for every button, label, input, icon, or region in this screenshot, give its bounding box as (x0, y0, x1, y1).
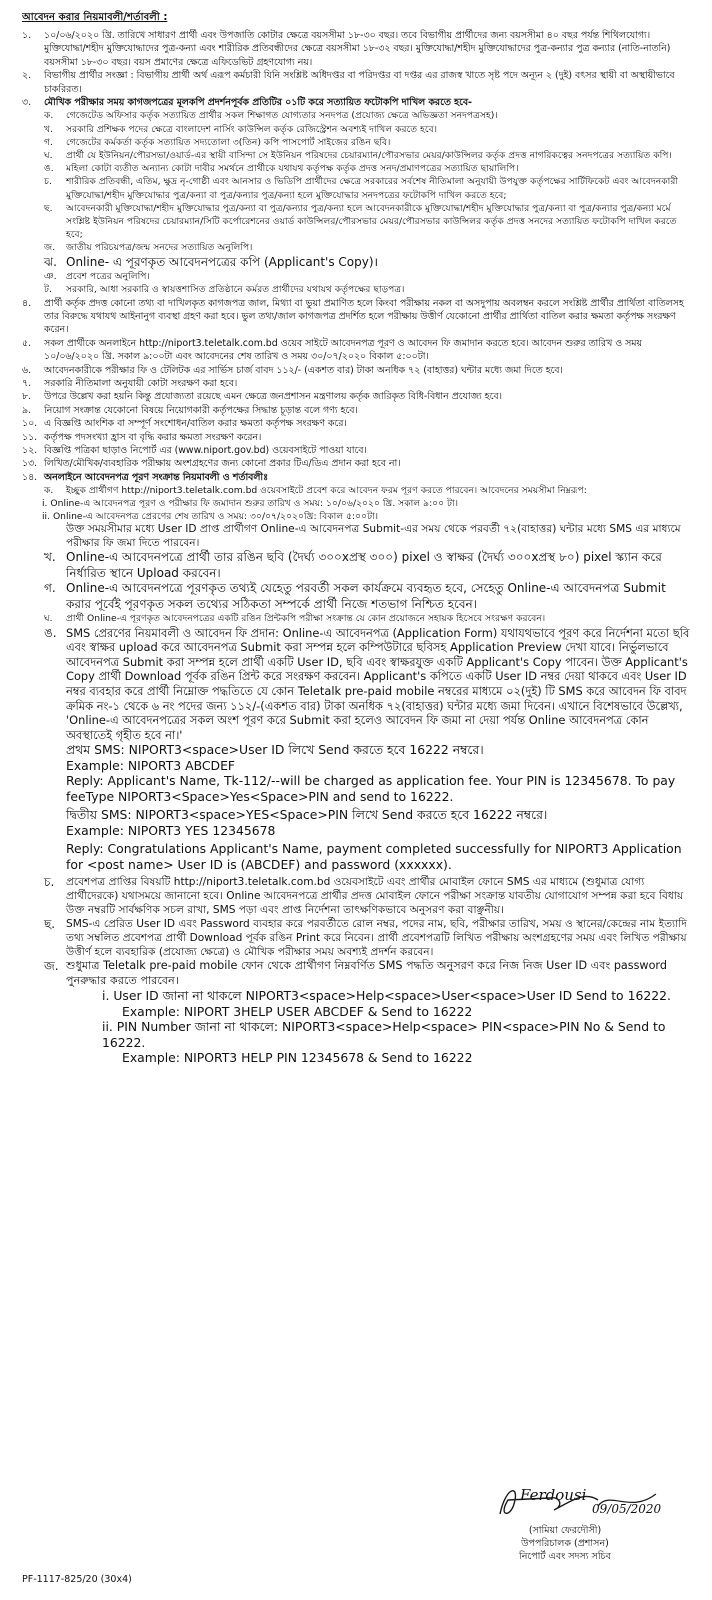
online-rule-gha: ঘ. প্রার্থী Online-এ পূরণকৃত আবেদনপত্রের একটি রঙিন প্রিন্টকপি পরীক্ষা সংক্রান্ত যে কোন প্রয়োজনে সহায়ক হিসেবে সংরক্ষণ করবেন। (44, 613, 546, 625)
rules-list-middle (22, 297, 694, 485)
rule-item (22, 96, 694, 109)
sms-second-instruction: দ্বিতীয় SMS: NIPORT3<space>YES<Space>PIN লিখে Send করতে হবে 16222 নম্বরে। (66, 807, 548, 823)
recover-pin: ii. PIN Number জানা না থাকলে: NIPORT3<space>Help<space> PIN<space>PIN No & Send to 16222. (102, 1019, 666, 1050)
rule-text: শারীরিক প্রতিবন্ধী, এতিম, ক্ষুদ্র নৃ-গোষ্ঠী এবং আনসার ও ভিডিপি প্রার্থীদের ক্ষেত্রে সরকারের সর্বশেষ নীতিমালা অনুযায়ী উপযুক্ত কর্তৃপক্ষের সার্টিফিকেট এবং আবেদনকারী মুক্তিযোদ্ধা/শহীদ মুক্তিযোদ্ধার পুত্র/কন্যা বা পুত্র/কন্যার পুত্র/কন্যা হলে মুক্তিযোদ্ধার সনদপত্রের ফটোকপি দাখিল করতে হবে; (66, 176, 679, 201)
rule-number: ক. (44, 110, 54, 122)
rule-text: বিজ্ঞপ্তি পত্রিকা ছাড়াও নিপোর্ট এর (www.niport.gov.bd) ওয়েবসাইটে পাওয়া যাবে। (44, 445, 367, 457)
rule-number: ৪. (22, 297, 32, 309)
rule-item (44, 270, 694, 283)
rule-item (44, 136, 694, 149)
rule-item (44, 175, 694, 201)
rule-text: গেজেটের কর্মকর্তা কর্তৃক সত্যায়িত সদ্যতোলা ৩(তিন) কপি পাসপোর্ট সাইজের রঙিন ছবি। (66, 136, 391, 148)
signatory-name: (সামিয়া ফেরদৌসী) (528, 1525, 602, 1536)
rule-item (44, 149, 694, 162)
rule-number: জ. (44, 242, 56, 254)
rule-text: অনলাইনে আবেদনপত্র পূরণ সংক্রান্ত নিয়মাবলী ও শর্তাবলীঃ (44, 471, 269, 483)
rule-number: ৮. (22, 391, 32, 403)
rule-number: ১২. (22, 445, 38, 457)
rule-text: প্রার্থী যে ইউনিয়ন/পৌরসভা/ওয়ার্ড-এর স্থায়ী বাসিন্দা সে ইউনিয়ন পরিষদের চেয়ারম্যান/পৌরসভার মেয়র/কাউন্সিলর কর্তৃক প্রদত্ত নাগরিকত্বের সনদপত্রের সত্যায়িত কপি। (66, 150, 672, 162)
rule-item (22, 431, 694, 444)
online-rule-chha: ছ. SMS-এ প্রেরিত User ID এবং Password ব্যবহার করে পরবর্তীতে রোল নম্বর, পদের নাম, ছবি, পরীক্ষার তারিখ, সময় ও স্থানের/কেন্দ্রের নাম ইত্যাদি তথ্য সম্বলিত প্রবেশপত্র প্রার্থী Download পূর্বক রঙিন Print করে নিবেন। প্রার্থী প্রবেশপত্রটি লিখিত পরীক্ষায় অংশগ্রহণের সময় এবং লিখিত পরীক্ষায় উত্তীর্ণ হলে ব্যবহারিক (প্রযোজ্য ক্ষেত্রে) ও মৌখিক পরীক্ষার সময় অবশ্যই প্রদর্শন করবেন। (44, 917, 687, 959)
online-rule-ga: গ. Online-এ আবেদনপত্রে পূরণকৃত তথ্যই যেহেতু পরবর্তী সকল কার্যক্রমে ব্যবহৃত হবে, সেহেতু Online-এ আবেদনপত্র Submit করার পূর্বেই পূরণকৃত সকল তথ্যের সঠিকতা সম্পর্কে প্রার্থী নিজে শতভাগ নিশ্চিত হবেন। (44, 581, 666, 611)
rule-item (44, 255, 694, 271)
rules-list-top (22, 29, 694, 109)
rule-text: লিখিত/মৌখিক/ব্যবহারিক পরীক্ষায় অংশগ্রহণের জন্য কোনো প্রকার টিএ/ডিএ প্রদান করা হবে না। (44, 458, 401, 470)
rule-text: প্রার্থী কর্তৃক প্রদত্ত কোনো তথ্য বা দাখিলকৃত কাগজপত্র জাল, মিথ্যা বা ভুয়া প্রমাণিত হলে কিংবা পরীক্ষায় নকল বা অসদুপায় অবলম্বন করলে সংশ্লিষ্ট প্রার্থীর প্রার্থিতা বাতিলসহ তার বিরুদ্ধে যথাযথ আইনানুগ ব্যবস্থা গ্রহণ করা হবে। ভুল তথ্য/জাল কাগজপত্র প্রদর্শিত হলে পরীক্ষায় উত্তীর্ণ যেকোনো প্রার্থীর প্রার্থিতা বাতিল করার ক্ষমতা কর্তৃপক্ষ সংরক্ষণ করেন। (44, 297, 684, 336)
online-rule-ka-i: i. Online-এ আবেদনপত্র পূরণ ও পরীক্ষার ফি জমাদান শুরুর তারিখ ও সময়: ১০/০৬/২০২০ খ্রি. সকাল ৯:০০ টা। (42, 498, 458, 510)
rule-number: ৩. (22, 97, 32, 109)
rule-number: ১১. (22, 431, 38, 443)
rule-item (44, 162, 694, 175)
rule-text: এ বিজ্ঞপ্তি আংশিক বা সম্পূর্ণ সংশোধন/বাতিল করার ক্ষমতা কর্তৃপক্ষ সংরক্ষণ করে। (44, 418, 347, 430)
sms-second-reply: Reply: Congratulations Applicant's Name, payment completed successfully for NIPORT3 Application for <post name> User ID is (ABCDEF) and password (xxxxxx). (66, 841, 682, 872)
rule-item (22, 377, 694, 390)
rule-item (22, 457, 694, 470)
signature-block (480, 1480, 680, 1590)
rule-text: গেজেটেড অফিসার কর্তৃক সত্যায়িত প্রার্থীর সকল শিক্ষাগত যোগ্যতার সনদপত্র (প্রযোজ্য ক্ষেত্রে অভিজ্ঞতা সনদপত্রসহ)। (66, 110, 498, 122)
rule-text: সরকারি নীতিমালা অনুযায়ী কোটা সংরক্ষণ করা হবে। (44, 378, 238, 390)
rule-text: বিভাগীয় প্রার্থীর সংজ্ঞা : বিভাগীয় প্রার্থী অর্থ এরূপ কর্মচারী যিনি সংশ্লিষ্ট অধিদপ্তর বা পরিদপ্তর বা দপ্তর এর রাজস্ব খাতে সৃষ্ট পদে অন্যূন ২ (দুই) বৎসর স্থায়ী বা অস্থায়ীভাবে চাকরিরত। (44, 70, 675, 95)
online-rule-ka-ii: ii. Online-এ আবেদনপত্র প্রেরণের শেষ তারিখ ও সময়: ৩০/০৭/২০২০খ্রি: বিকাল ৫:০০টা। (42, 511, 379, 523)
rule-text: জাতীয় পরিচয়পত্র/জন্ম সনদের সত্যায়িত অনুলিপি। (66, 242, 253, 254)
rule-number: ৫. (22, 337, 32, 349)
rule-number: ৯. (22, 404, 32, 416)
rule-item (22, 471, 694, 484)
signatory-designation: উপপরিচালক (প্রশাসন) (521, 1538, 609, 1549)
rule-item (44, 123, 694, 136)
rule-item (44, 283, 694, 296)
signatory-office: নিপোর্ট এবং সদস্য সচিব (519, 1551, 611, 1562)
online-rule-ja: জ. শুধুমাত্র Teletalk pre-paid mobile ফোন থেকে প্রার্থীগণ নিম্নবর্ণিত SMS পদ্ধতি অনুসরণ করে নিজ নিজ User ID এবং password পুনরুদ্ধার করতে পারবেন। (44, 959, 667, 987)
rule-item (22, 69, 694, 96)
rule-text: ১০/০৬/২০২০ খ্রি. তারিখে সাধারণ প্রার্থী এবং উপজাতি কোটার ক্ষেত্রে বয়সসীমা ১৮-৩০ বছর। তবে বিভাগীয় প্রার্থীদের জন্য বয়সসীমা ৪০ বছর পর্যন্ত শিথিলযোগ্য। মুক্তিযোদ্ধা/শহীদ মুক্তিযোদ্ধাদের পুত্র-কন্যা এবং শারীরিক প্রতিবন্ধীদের ক্ষেত্রে বয়সসীমা ১৮-৩২ বছর। মুক্তিযোদ্ধা/শহীদ মুক্তিযোদ্ধাদের পুত্র-কন্যার পুত্র কন্যার (নাতি-নাতনি) বয়সসীমা ১৮-৩০ বছর। বয়স প্রমাণের ক্ষেত্রে এফিডেভিট গ্রহণযোগ্য নয়। (44, 30, 671, 68)
rule-item (44, 241, 694, 254)
recover-user-id-example: Example: NIPORT 3HELP USER ABCDEF & Send to 16222 (122, 1003, 473, 1019)
rule-text: আবেদনকারীকে পরীক্ষার ফি ও টেলিটক এর সার্ভিস চার্জ বাবদ ১১২/- (একশত বার) টাকা অনধিক ৭২ (বাহাত্তর) ঘন্টার মধ্যে জমা দিতে হবে। (44, 364, 563, 376)
rule-item (22, 364, 694, 377)
rule-text: সকল প্রার্থীকে অনলাইনে http://niport3.teletalk.com.bd ওয়েব সাইটে আবেদনপত্র পূরণ ও আবেদন ফি জমাদান করতে হবে। আবেদন শুরুর তারিখ ও সময় ১০/০৬/২০২০ খ্রি. সকাল ৯:০০টা এবং আবেদনের শেষ তারিখ ও সময় ৩০/০৭/২০২০ বিকাল ৫:০০টা। (44, 337, 643, 363)
rule-number: ঘ. (44, 150, 53, 162)
online-rules-section (22, 484, 694, 1066)
rule-item (22, 417, 694, 430)
rule-number: ৬. (22, 364, 32, 376)
rule-number: ঞ. (44, 271, 57, 283)
document-title: আবেদন করার নিয়মাবলী/শর্তাবলী : (22, 12, 168, 23)
rule-number: ঙ. (44, 163, 54, 175)
rule-text: Online- এ পূরণকৃত আবেদনপত্রের কপি (Applicant's Copy)। (66, 254, 379, 269)
sms-first-instruction: প্রথম SMS: NIPORT3<space>User ID লিখে Send করতে হবে 16222 নম্বরে। (66, 742, 484, 758)
print-code: PF-1117-825/20 (30x4) (22, 1574, 132, 1585)
rule-text: সরকারি প্রশিক্ষক পদের ক্ষেত্রে বাংলাদেশ নার্সিং কাউন্সিল কর্তৃক রেজিস্ট্রেশন অবশ্যই দাখিল করতে হবে। (66, 123, 437, 135)
rule-text: নিয়োগ সংক্রান্ত যেকোনো বিষয়ে নিয়োগকারী কর্তৃপক্ষের সিদ্ধান্ত চূড়ান্ত বলে গণ্য হবে। (44, 404, 358, 416)
handwritten-signature (480, 1480, 680, 1524)
rule-number: ১. (22, 30, 32, 41)
online-rule-ka: ক. ইচ্ছুক প্রার্থীগণ http://niport3.teletalk.com.bd ওয়েবসাইটে প্রবেশ করে আবেদন ফরম পূরণ করতে পারবেন। আবেদনের সময়সীমা নিম্নরূপ: (44, 485, 587, 497)
rule-number: ট. (44, 284, 52, 296)
rule-text: আবেদনকারী মুক্তিযোদ্ধা/শহীদ মুক্তিযোদ্ধার পুত্র/কন্যা বা পুত্র/কন্যার পুত্র/কন্যা হলে আবেদনকারীকে মুক্তিযোদ্ধা/শহীদ মুক্তিযোদ্ধার পুত্র/কন্যা বা পুত্র/কন্যার পুত্র/কন্যা মর্মে সংশ্লিষ্ট ইউনিয়ন পরিষদের চেয়ারম্যান/সিটি কর্পোরেশনের ওয়ার্ড কাউন্সিলর/পৌরসভার মেয়র/পৌরসভার কাউন্সিলর কর্তৃক প্রদত্ত সনদের সত্যায়িত ফটোকপি দাখিল করতে হবে; (66, 202, 677, 241)
rule-number: ১৩. (22, 458, 38, 470)
rule-item (44, 202, 694, 242)
rule-text: প্রবেশ পত্রের অনুলিপি। (66, 271, 150, 283)
sms-second-example: Example: NIPORT3 YES 12345678 (66, 822, 276, 838)
rule-number: ছ. (44, 202, 53, 214)
rule-number: ১০. (22, 418, 38, 430)
rule-item (22, 390, 694, 403)
rule-item (22, 297, 694, 337)
online-rule-cha: চ. প্রবেশপত্র প্রাপ্তির বিষয়টি http://niport3.teletalk.com.bd ওয়েবসাইটে এবং প্রার্থীর মোবাইল ফোনে SMS এর মাধ্যমে (শুধুমাত্র যোগ্য প্রার্থীদেরকে) যথাসময়ে জানানো হবে। Online আবেদনপত্রে প্রার্থীর প্রদত্ত মোবাইল ফোনে পরীক্ষা সংক্রান্ত যাবতীয় যোগাযোগ সম্পন্ন করা হবে বিধায় উক্ত নম্বরটি সার্বক্ষণিক সচল রাখা, SMS পড়া এবং প্রাপ্ত নির্দেশনা তাৎক্ষণিকভাবে অনুসরণ করা বাঞ্ছনীয়। (44, 875, 684, 917)
rule-text: সরকারি, আধা সরকারি ও স্বায়ত্তশাসিত প্রতিষ্ঠানে কর্মরত প্রার্থীদের যথাযথ কর্তৃপক্ষের ছাড়পত্র। (66, 284, 405, 296)
rule-number: ২. (22, 70, 32, 82)
document-checklist (22, 109, 694, 296)
rule-text: কর্তৃপক্ষ পদসংখ্যা হ্রাস বা বৃদ্ধি করার ক্ষমতা সংরক্ষণ করেন। (44, 431, 262, 443)
rule-number: চ. (44, 176, 52, 188)
rule-item (22, 444, 694, 457)
signature-date: 09/05/2020 (592, 1502, 662, 1516)
rule-item (22, 337, 694, 364)
online-rule-kha: খ. Online-এ আবেদনপত্রে প্রার্থী তার রঙিন ছবি (দৈর্ঘ্য ৩০০xপ্রস্থ ৩০০) pixel ও স্বাক্ষর (দৈর্ঘ্য ৩০০xপ্রস্থ ৮০) pixel স্ক্যান করে নির্ধারিত স্থানে Upload করবেন। (44, 550, 662, 580)
sms-first-reply: Reply: Applicant's Name, Tk-112/--will be charged as application fee. Your PIN is 12345678. To pay feeType NIPORT3<Space>Yes<Space>PIN and send to 16222. (66, 773, 676, 804)
signature-script: Ferdousi (520, 1486, 587, 1504)
notice-document (22, 10, 694, 1600)
rule-number: ১৪. (22, 471, 38, 483)
online-rule-ka-tail: উক্ত সময়সীমার মধ্যে User ID প্রাপ্ত প্রার্থীগণ Online-এ আবেদনপত্র Submit-এর সময় থেকে পরবর্তী ৭২(বাহাত্তর) ঘন্টার মধ্যে SMS এর মাধ্যমে পরীক্ষার ফি জমা দিতে পারবেন। (66, 523, 681, 549)
rule-item (44, 109, 694, 122)
rule-item (22, 404, 694, 417)
rule-number: খ. (44, 123, 53, 135)
rule-text: উপরে উল্লেখ করা হয়নি কিন্তু প্রযোজ্যতা রয়েছে এমন ক্ষেত্রে জনপ্রশাসন মন্ত্রণালয় কর্তৃক জারিকৃত বিধি-বিধান প্রযোজ্য হবে। (44, 391, 502, 403)
online-rule-uma: ঙ. SMS প্রেরণের নিয়মাবলী ও আবেদন ফি প্রদান: Online-এ আবেদনপত্র (Application Form) যথাযথভাবে পূরণ করে নির্দেশনা মতো ছবি এবং স্বাক্ষর upload করে আবেদনপত্র Submit করা সম্পন্ন হলে কম্পিউটারে ছবিসহ Application Preview দেখা যাবে। নির্ভুলভাবে আবেদনপত্র Submit করা সম্পন্ন হলে প্রার্থী একটি User ID, ছবি এবং স্বাক্ষরযুক্ত একটি Applicant's Copy পাবেন। উক্ত Applicant's Copy প্রার্থী Download পূর্বক রঙিন প্রিন্ট করে সংরক্ষণ করবেন। Applicant's কপিতে একটি User ID নম্বর দেয়া থাকবে এবং User ID নম্বর ব্যবহার করে প্রার্থী নিম্নোক্ত পদ্ধতিতে যে কোন Teletalk pre-paid mobile নম্বরের মাধ্যমে ০২(দুই) টি SMS করে আবেদন ফি বাবদ ক্রমিক নং-১ থেকে ৬ নং পদের জন্য ১১২/-(একশত বার) টাকা অনধিক ৭২(বাহাত্তর) ঘন্টার মধ্যে জমা দিবেন। এখানে বিশেষভাবে উল্লেখ্য, 'Online-এ আবেদনপত্রের সকল অংশ পূরণ করে Submit করা হলেও আবেদন ফি জমা না দেয়া পর্যন্ত Online আবেদনপত্র কোন অবস্থাতেই গৃহীত হবে না।' (44, 625, 690, 742)
sms-first-example: Example: NIPORT3 ABCDEF (66, 757, 236, 773)
recover-user-id: i. User ID জানা না থাকলে NIPORT3<space>Help<space>User<space>User ID Send to 16222. (102, 988, 671, 1004)
rule-number: ঝ. (44, 254, 57, 269)
rule-number: ৭. (22, 378, 32, 390)
rule-text: মহিলা কোটা ব্যতীত অন্যান্য কোটা দাবীর সমর্থনে প্রার্থীকে যথাযথ কর্তৃপক্ষ কর্তৃক প্রদত্ত সনদ/প্রমাণপত্রের সত্যায়িত ছায়ালিপি। (66, 163, 519, 175)
recover-pin-example: Example: NIPORT3 HELP PIN 12345678 & Send to 16222 (122, 1050, 473, 1066)
rule-number: গ. (44, 136, 53, 148)
rule-text: মৌখিক পরীক্ষার সময় কাগজপত্রের মূলকপি প্রদর্শনপূর্বক প্রতিটির ০১টি করে সত্যায়িত ফটোকপি দাখিল করতে হবে- (44, 97, 472, 109)
rule-item (22, 29, 694, 69)
